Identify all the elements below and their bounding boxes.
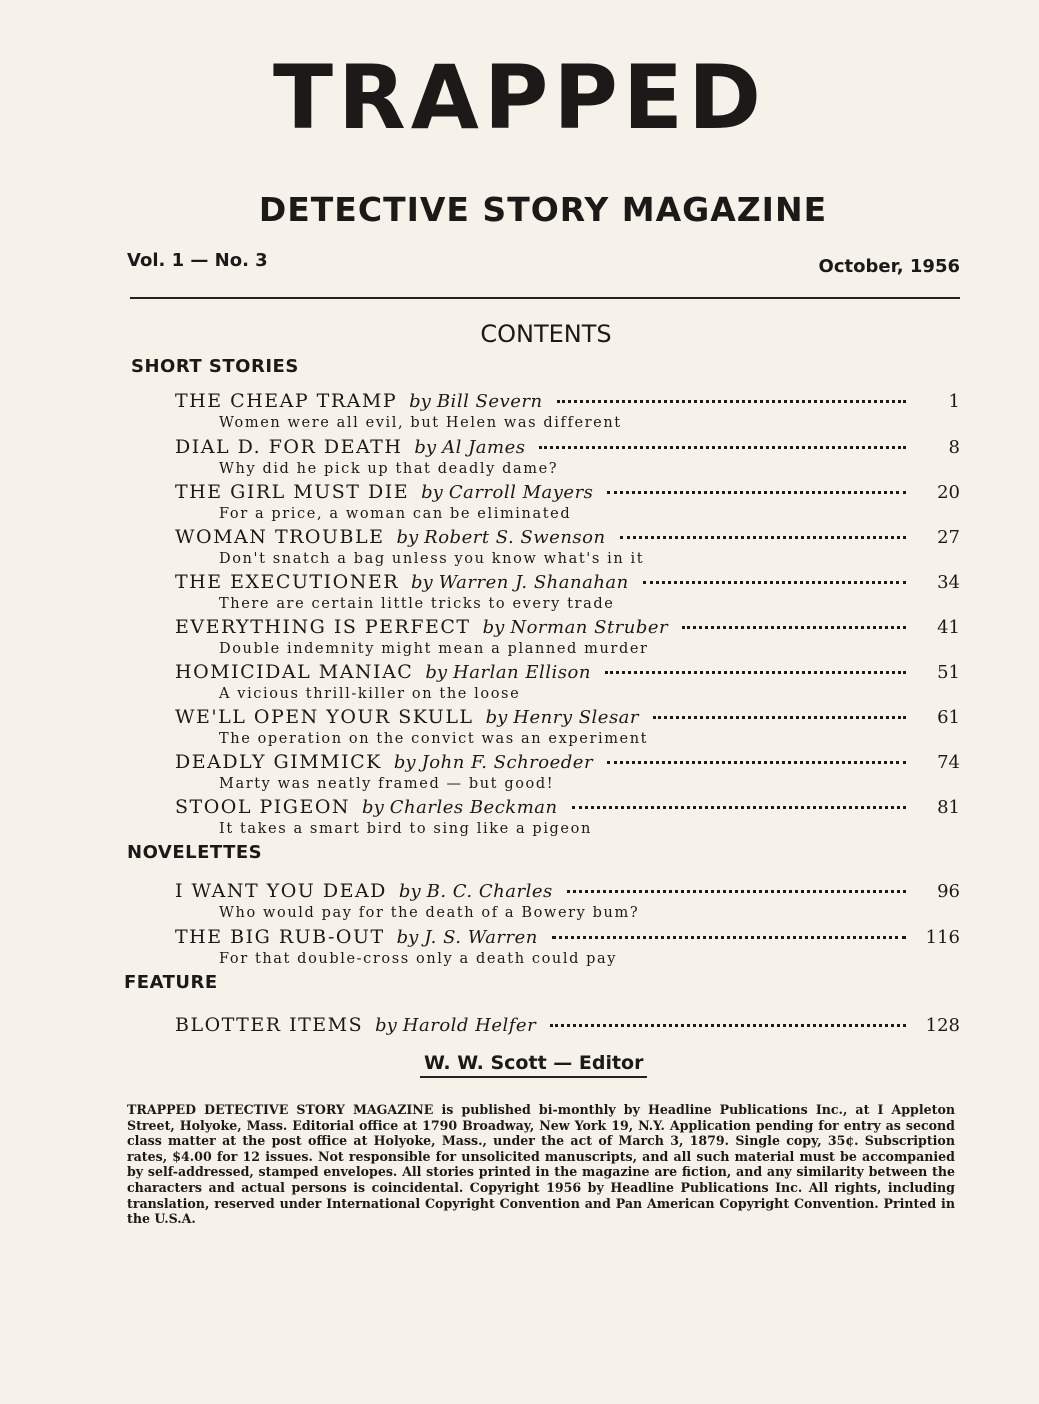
dot-leader xyxy=(653,716,906,719)
toc-entry xyxy=(175,526,960,568)
story-title: THE GIRL MUST DIE xyxy=(175,481,410,503)
byline-by: by xyxy=(396,927,419,948)
volume-number: Vol. 1 — No. 3 xyxy=(127,250,268,271)
magazine-title: TRAPPED xyxy=(272,46,767,149)
page-number: 128 xyxy=(925,1015,960,1036)
story-title: WE'LL OPEN YOUR SKULL xyxy=(175,706,474,728)
story-author: Harlan Ellison xyxy=(453,662,591,683)
editor-credit: W. W. Scott — Editor xyxy=(420,1052,647,1078)
page-number: 51 xyxy=(937,662,960,683)
story-author: B. C. Charles xyxy=(426,881,553,902)
story-author: Robert S. Swenson xyxy=(424,527,606,548)
story-blurb: A vicious thrill-killer on the loose xyxy=(219,686,521,702)
story-blurb: Why did he pick up that deadly dame? xyxy=(219,461,559,477)
byline-by: by xyxy=(409,391,431,412)
page-number: 1 xyxy=(948,391,960,412)
story-blurb: Who would pay for the death of a Bowery bum? xyxy=(219,905,640,921)
dot-leader xyxy=(620,536,906,539)
story-title: THE CHEAP TRAMP xyxy=(175,390,398,412)
section-heading-feature: FEATURE xyxy=(124,972,218,993)
byline-by: by xyxy=(482,617,505,638)
story-author: Harold Helfer xyxy=(402,1015,537,1036)
dot-leader xyxy=(567,890,906,893)
byline-by: by xyxy=(362,797,384,818)
toc-entry xyxy=(175,880,960,922)
toc-entry xyxy=(175,796,960,838)
story-title: THE EXECUTIONER xyxy=(175,571,400,593)
byline-by: by xyxy=(393,752,416,773)
page-number: 34 xyxy=(937,572,960,593)
story-author: Carroll Mayers xyxy=(448,482,594,503)
dot-leader xyxy=(607,761,906,764)
toc-entry xyxy=(175,616,960,658)
story-author: Charles Beckman xyxy=(389,797,558,818)
story-title: I WANT YOU DEAD xyxy=(175,880,387,902)
page-number: 81 xyxy=(937,797,960,818)
dot-leader xyxy=(557,400,906,403)
story-title: STOOL PIGEON xyxy=(175,796,351,818)
byline-by: by xyxy=(425,662,448,683)
publication-notice: TRAPPED DETECTIVE STORY MAGAZINE is published bi-monthly by Headline Publications Inc., at I Appleton Street, Holyoke, Mass. Editorial office at 1790 Broadway, New York 19, N.Y. Application pending for entry as second class matter at the post office at Holyoke, Mass., under the act of March 3, 1879. Single copy, 35¢. Subscription rates, $4.00 for 12 issues. Not responsible for unsolicited manuscripts, and all such material must be accompanied by self-addressed, stamped envelopes. All stories printed in the magazine are fiction, and any similarity between the characters and actual persons is coincidental. Copyright 1956 by Headline Publications Inc. All rights, including translation, reserved under International Copyright Convention and Pan American Copyright Convention. Printed in the U.S.A. xyxy=(127,1102,955,1227)
story-blurb: There are certain little tricks to every trade xyxy=(219,596,615,612)
byline-by: by xyxy=(485,707,508,728)
story-blurb: Marty was neatly framed — but good! xyxy=(219,776,555,792)
story-blurb: Double indemnity might mean a planned murder xyxy=(219,641,649,657)
toc-entry xyxy=(175,751,960,793)
story-blurb: It takes a smart bird to sing like a pigeon xyxy=(219,821,592,837)
magazine-subtitle: DETECTIVE STORY MAGAZINE xyxy=(258,190,828,229)
story-title: HOMICIDAL MANIAC xyxy=(175,661,414,683)
dot-leader xyxy=(550,1024,906,1027)
byline-by: by xyxy=(414,437,437,458)
dot-leader xyxy=(572,806,906,809)
issue-date: October, 1956 xyxy=(818,256,960,277)
story-title: DEADLY GIMMICK xyxy=(175,751,382,773)
toc-entry xyxy=(175,436,960,478)
toc-entry xyxy=(175,390,960,432)
story-author: Bill Severn xyxy=(436,391,543,412)
section-heading-short-stories: SHORT STORIES xyxy=(131,356,299,377)
dot-leader xyxy=(539,446,906,449)
story-title: THE BIG RUB-OUT xyxy=(175,926,385,948)
page-number: 96 xyxy=(937,881,960,902)
story-author: Al James xyxy=(442,437,526,458)
toc-entry xyxy=(175,1014,960,1038)
story-title: BLOTTER ITEMS xyxy=(175,1014,364,1036)
byline-by: by xyxy=(421,482,443,503)
story-blurb: For that double-cross only a death could pay xyxy=(219,951,618,967)
story-title: DIAL D. FOR DEATH xyxy=(175,436,403,458)
story-author: Norman Struber xyxy=(510,617,669,638)
story-author: Warren J. Shanahan xyxy=(438,572,629,593)
story-blurb: Don't snatch a bag unless you know what's in it xyxy=(219,551,645,567)
dot-leader xyxy=(552,936,906,939)
byline-by: by xyxy=(375,1015,397,1036)
toc-entry xyxy=(175,571,960,613)
toc-entry xyxy=(175,706,960,748)
page-number: 61 xyxy=(937,707,960,728)
story-title: WOMAN TROUBLE xyxy=(175,526,385,548)
story-blurb: For a price, a woman can be eliminated xyxy=(219,506,572,522)
story-title: EVERYTHING IS PERFECT xyxy=(175,616,471,638)
page-number: 116 xyxy=(925,927,960,948)
contents-heading: CONTENTS xyxy=(480,320,612,348)
dot-leader xyxy=(643,581,906,584)
header-divider xyxy=(130,297,960,299)
story-author: J. S. Warren xyxy=(424,927,538,948)
page-number: 20 xyxy=(937,482,960,503)
story-author: Henry Slesar xyxy=(513,707,640,728)
toc-entry xyxy=(175,661,960,703)
toc-entry xyxy=(175,926,960,968)
toc-entry xyxy=(175,481,960,523)
dot-leader xyxy=(682,626,906,629)
section-heading-novelettes: NOVELETTES xyxy=(127,842,263,863)
story-blurb: Women were all evil, but Helen was different xyxy=(219,415,622,431)
story-author: John F. Schroeder xyxy=(421,752,594,773)
page-number: 41 xyxy=(937,617,960,638)
byline-by: by xyxy=(396,527,419,548)
page-number: 27 xyxy=(937,527,960,548)
page-number: 74 xyxy=(937,752,960,773)
story-blurb: The operation on the convict was an experiment xyxy=(219,731,649,747)
byline-by: by xyxy=(398,881,421,902)
byline-by: by xyxy=(411,572,433,593)
page-number: 8 xyxy=(948,437,960,458)
dot-leader xyxy=(605,671,906,674)
dot-leader xyxy=(607,491,906,494)
